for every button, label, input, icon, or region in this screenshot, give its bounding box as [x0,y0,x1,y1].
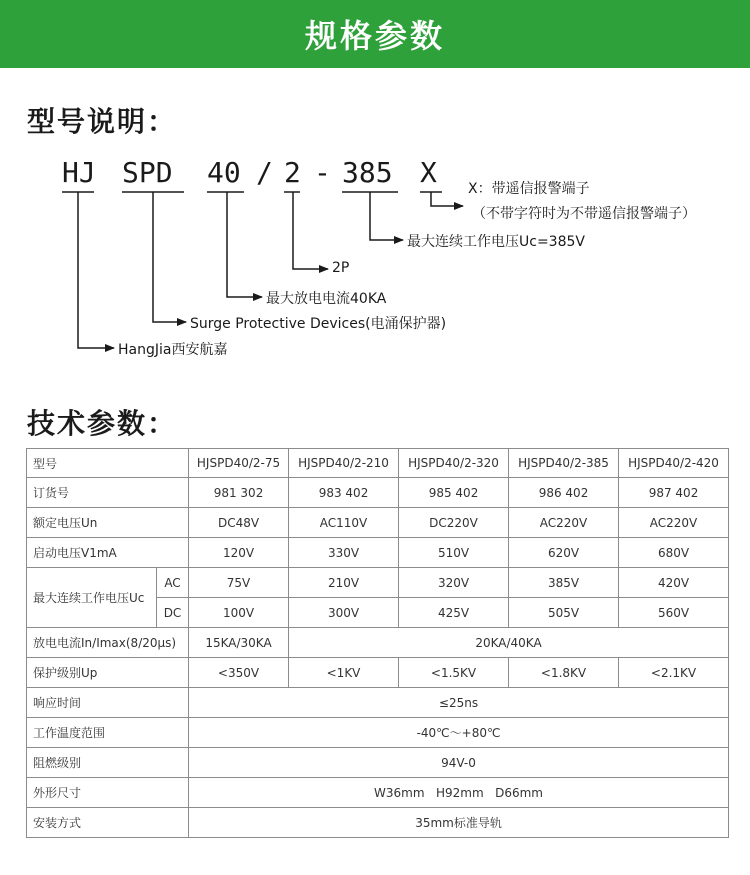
temp-cell: -40℃～+80℃ [189,718,729,748]
tech-section-title: 技术参数： [27,407,178,440]
code-part-2: 2 [284,156,301,189]
row-label-order: 订货号 [27,478,189,508]
row-label-max: 最大连续工作电压Uc [27,568,157,628]
model-cell: HJSPD40/2-385 [509,449,619,478]
order-cell: 987 402 [619,478,729,508]
rated-cell: AC110V [289,508,399,538]
table-row-protect [27,658,729,688]
code-part-hj: HJ [62,156,96,189]
row-label-size: 外形尺寸 [27,778,189,808]
code-leader-lines [0,150,750,370]
table-row-order [27,478,729,508]
table-row-temp [27,718,729,748]
row-label-response: 响应时间 [27,688,189,718]
model-code-diagram [0,150,750,370]
row-label-model: 型号 [27,449,189,478]
response-cell: ≤25ns [189,688,729,718]
banner-title: 规格参数 [304,17,445,55]
install-cell: 35mm标准导轨 [189,808,729,838]
explanation-x-line1: X：带遥信报警端子 [468,181,590,197]
spec-table [26,448,729,838]
code-part-40: 40 [207,156,241,189]
table-row-uc-ac [27,568,729,598]
explanation-spd: Surge Protective Devices(电涌保护器) [190,316,447,332]
code-part-dash: - [314,156,331,189]
start-cell: 120V [189,538,289,568]
model-cell: HJSPD40/2-320 [399,449,509,478]
uc-ac-cell: 210V [289,568,399,598]
model-cell: HJSPD40/2-75 [189,449,289,478]
rated-cell: AC220V [619,508,729,538]
uc-dc-cell: 300V [289,598,399,628]
table-row-install [27,808,729,838]
uc-dc-cell: 560V [619,598,729,628]
table-row-flame [27,748,729,778]
table-row-rated [27,508,729,538]
code-part-x: X [420,156,437,189]
uc-ac-cell: 420V [619,568,729,598]
start-cell: 680V [619,538,729,568]
row-sublabel-dc: DC [157,598,189,628]
code-part-slash: / [256,156,273,189]
table-row-start [27,538,729,568]
row-label-temp: 工作温度范围 [27,718,189,748]
uc-dc-cell: 505V [509,598,619,628]
start-cell: 330V [289,538,399,568]
flame-cell: 94V-0 [189,748,729,778]
row-label-flame: 阻燃级别 [27,748,189,778]
explanation-voltage: 最大连续工作电压Uc=385V [407,234,585,250]
start-cell: 510V [399,538,509,568]
table-row-model [27,449,729,478]
model-cell: HJSPD40/2-210 [289,449,399,478]
uc-ac-cell: 75V [189,568,289,598]
protect-cell: <1.8KV [509,658,619,688]
discharge-cell-rest: 20KA/40KA [289,628,729,658]
start-cell: 620V [509,538,619,568]
code-part-spd: SPD [122,156,173,189]
header-banner [0,0,750,68]
row-label-install: 安装方式 [27,808,189,838]
order-cell: 983 402 [289,478,399,508]
table-row-size [27,778,729,808]
discharge-cell-first: 15KA/30KA [189,628,289,658]
size-cell: W36mm H92mm D66mm [189,778,729,808]
uc-dc-cell: 100V [189,598,289,628]
rated-cell: DC48V [189,508,289,538]
explanation-current: 最大放电电流40KA [266,291,387,307]
order-cell: 981 302 [189,478,289,508]
row-label-rated: 额定电压Un [27,508,189,538]
order-cell: 985 402 [399,478,509,508]
table-row-discharge [27,628,729,658]
row-label-start: 启动电压V1mA [27,538,189,568]
order-cell: 986 402 [509,478,619,508]
row-label-protect: 保护级别Up [27,658,189,688]
explanation-x-line2: （不带字符时为不带遥信报警端子） [472,206,696,222]
model-section-title: 型号说明： [27,105,178,138]
model-cell: HJSPD40/2-420 [619,449,729,478]
uc-ac-cell: 385V [509,568,619,598]
uc-ac-cell: 320V [399,568,509,598]
protect-cell: <1KV [289,658,399,688]
rated-cell: AC220V [509,508,619,538]
uc-dc-cell: 425V [399,598,509,628]
protect-cell: <350V [189,658,289,688]
protect-cell: <1.5KV [399,658,509,688]
table-row-response [27,688,729,718]
rated-cell: DC220V [399,508,509,538]
explanation-brand: HangJia西安航嘉 [118,342,228,358]
explanation-poles: 2P [332,260,350,276]
row-sublabel-ac: AC [157,568,189,598]
code-part-385: 385 [342,156,393,189]
protect-cell: <2.1KV [619,658,729,688]
row-label-discharge: 放电电流In/Imax(8/20μs) [27,628,189,658]
